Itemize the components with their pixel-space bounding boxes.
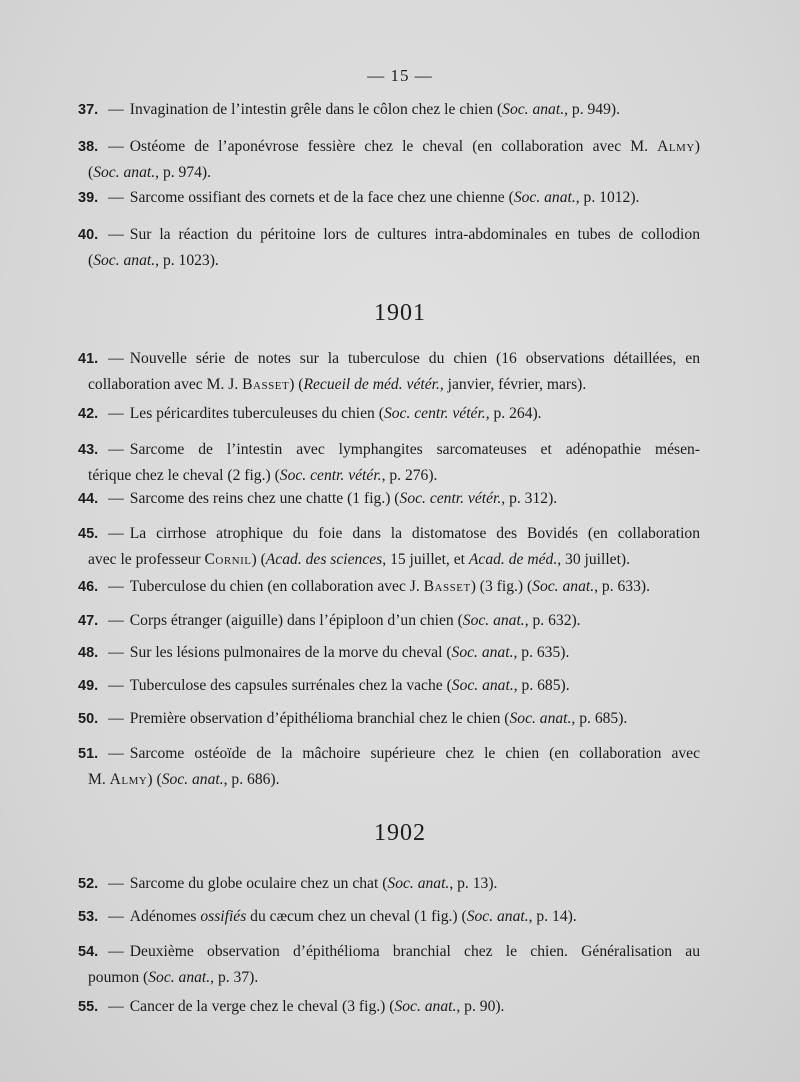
bibliography-entry [78, 574, 700, 600]
journal-citation: Soc. anat. [509, 710, 572, 727]
bibliography-entry [78, 437, 700, 489]
entry-line [78, 189, 639, 206]
bibliography-entry [78, 673, 700, 699]
entry-text: , p. 1023). [155, 252, 219, 269]
entry-dash: — [108, 578, 124, 595]
entry-dash: — [108, 405, 124, 422]
entry-number: 46. [78, 579, 99, 595]
entry-text: ) [694, 138, 700, 155]
entry-text: , p. 949). [564, 101, 620, 118]
journal-citation: Acad. de méd. [468, 551, 558, 568]
entry-number: 41. [78, 351, 99, 367]
author-name: Almy [109, 771, 148, 788]
entry-number: 47. [78, 613, 99, 629]
entry-line [78, 547, 700, 573]
entry-text: Cancer de la verge chez le cheval (3 fig.) ( [129, 998, 395, 1015]
entry-text: Sur la réaction du péritoine lors de cultures intra-abdominales en tubes de collodion [129, 226, 700, 243]
entry-text: , p. 685). [571, 710, 628, 727]
entry-line [78, 965, 700, 991]
entry-number: 40. [78, 227, 99, 243]
entry-text: Les péricardites tuberculeuses du chien ( [129, 405, 384, 422]
bibliography-entry [78, 486, 700, 512]
entry-line [78, 644, 569, 661]
bibliography-entry [78, 939, 700, 991]
bibliography-entry [78, 134, 700, 186]
entry-text: La cirrhose atrophique du foie dans la distomatose des Bovidés (en collaboration [129, 525, 700, 542]
entry-dash: — [108, 677, 124, 694]
journal-citation: Soc. anat. [387, 875, 450, 892]
entry-text: térique chez le cheval (2 fig.) ( [88, 467, 280, 484]
journal-citation: Soc. centr. vétér. [383, 405, 486, 422]
entry-line [78, 741, 700, 767]
entry-line [78, 677, 570, 694]
journal-citation: Soc. anat. [394, 998, 457, 1015]
entry-line [78, 908, 577, 925]
entry-text: , p. 13). [449, 875, 498, 892]
entry-text: poumon ( [88, 969, 149, 986]
entry-text: ( [88, 252, 94, 269]
entry-dash: — [108, 612, 124, 629]
entry-text: ) ( [289, 376, 304, 393]
entry-line [78, 160, 700, 186]
entry-line [78, 346, 700, 372]
entry-line [78, 134, 700, 160]
entry-dash: — [108, 441, 124, 458]
author-name: Basset [242, 376, 290, 393]
entry-number: 45. [78, 526, 99, 542]
entry-number: 54. [78, 944, 99, 960]
entry-text: Adénomes [129, 908, 201, 925]
entry-text: , p. 633). [594, 578, 650, 595]
entry-text: , p. 37). [210, 969, 259, 986]
entry-text: Première observation d’épithélioma branchial chez le chien ( [129, 710, 510, 727]
bibliography-entry [78, 97, 700, 123]
journal-citation: Soc. anat. [93, 252, 156, 269]
bibliography-entry [78, 346, 700, 398]
entry-line [78, 612, 581, 629]
entry-text: , p. 1012). [575, 189, 640, 206]
entry-number: 48. [78, 645, 99, 661]
entry-line [78, 521, 700, 547]
journal-citation: Soc. anat. [532, 578, 595, 595]
bibliography-entry [78, 904, 700, 930]
entry-text: Tuberculose des capsules surrénales chez la vache ( [129, 677, 452, 694]
journal-citation: Soc. anat. [148, 969, 211, 986]
entry-text: Ostéome de l’aponévrose fessière chez le cheval (en collaboration avec M. [129, 138, 658, 155]
entry-text: ( [88, 164, 94, 181]
entry-text: , p. 264). [485, 405, 542, 422]
entry-number: 39. [78, 190, 99, 206]
bibliography-entry [78, 608, 700, 634]
entry-text: , 15 juillet, et [382, 551, 469, 568]
journal-citation: Soc. anat. [93, 164, 156, 181]
entry-number: 49. [78, 678, 99, 694]
entry-text: , p. 635). [513, 644, 570, 661]
entry-text: M. [88, 771, 110, 788]
entry-line [78, 405, 542, 422]
year-heading-1902: 1902 [374, 820, 426, 846]
entry-number: 52. [78, 876, 99, 892]
entry-dash: — [108, 644, 124, 661]
entry-line [78, 578, 650, 595]
journal-citation: Soc. centr. vétér. [279, 467, 382, 484]
bibliography-entry [78, 521, 700, 573]
entry-text: , p. 14). [528, 908, 577, 925]
author-name: Almy [657, 138, 695, 155]
entry-number: 38. [78, 139, 99, 155]
entry-line [78, 490, 557, 507]
entry-text: , p. 276). [381, 467, 438, 484]
journal-citation: Soc. anat. [502, 101, 565, 118]
entry-text: , p. 90). [456, 998, 505, 1015]
entry-line [78, 101, 620, 118]
entry-dash: — [108, 490, 124, 507]
entry-text: Sur les lésions pulmonaires de la morve du cheval ( [129, 644, 452, 661]
bibliography-entry [78, 640, 700, 666]
entry-text: , p. 974). [155, 164, 212, 181]
entry-line [78, 372, 700, 398]
entry-text: avec le professeur [88, 551, 205, 568]
bibliography-entry [78, 741, 700, 793]
entry-line [78, 939, 700, 965]
entry-dash: — [108, 138, 124, 155]
entry-line [78, 222, 700, 248]
entry-dash: — [108, 745, 124, 762]
journal-citation: ossifiés [200, 908, 247, 925]
author-name: Basset [423, 578, 471, 595]
entry-text: Sarcome des reins chez une chatte (1 fig.) ( [129, 490, 400, 507]
entry-text: Invagination de l’intestin grêle dans le côlon chez le chien ( [129, 101, 503, 118]
entry-dash: — [108, 998, 124, 1015]
bibliography-entry [78, 222, 700, 274]
entry-text: , p. 632). [524, 612, 581, 629]
entry-dash: — [108, 226, 124, 243]
entry-line [78, 767, 700, 793]
entry-number: 51. [78, 746, 99, 762]
entry-dash: — [108, 350, 124, 367]
entry-number: 55. [78, 999, 99, 1015]
entry-text: ) ( [147, 771, 162, 788]
journal-citation: Soc. anat. [451, 644, 514, 661]
journal-citation: Soc. anat. [462, 612, 525, 629]
entry-text: ) (3 fig.) ( [470, 578, 533, 595]
entry-line [78, 710, 627, 727]
journal-citation: Soc. anat. [161, 771, 224, 788]
journal-citation: Soc. anat. [466, 908, 529, 925]
entry-line [78, 248, 700, 274]
entry-dash: — [108, 101, 124, 118]
entry-number: 50. [78, 711, 99, 727]
entry-dash: — [108, 710, 124, 727]
journal-citation: Soc. centr. vétér. [399, 490, 502, 507]
entry-dash: — [108, 525, 124, 542]
entry-number: 53. [78, 909, 99, 925]
entry-text: Sarcome ossifiant des cornets et de la face chez une chienne ( [129, 189, 514, 206]
entry-dash: — [108, 189, 124, 206]
entry-dash: — [108, 943, 124, 960]
entry-text: , p. 686). [223, 771, 280, 788]
journal-citation: Soc. anat. [451, 677, 514, 694]
entry-text: Tuberculose du chien (en collaboration avec J. [129, 578, 424, 595]
page-number: — 15 — [367, 66, 433, 85]
entry-text: Deuxième observation d’épithélioma branchial chez le chien. Généralisation au [129, 943, 700, 960]
author-name: Cornil [204, 551, 252, 568]
entry-number: 37. [78, 102, 99, 118]
entry-text: Corps étranger (aiguille) dans l’épiploon d’un chien ( [129, 612, 463, 629]
entry-text: collaboration avec M. J. [88, 376, 243, 393]
entry-line [78, 875, 497, 892]
bibliography-entry [78, 185, 700, 211]
entry-text: , 30 juillet). [557, 551, 630, 568]
bibliography-entry [78, 871, 700, 897]
entry-number: 43. [78, 442, 99, 458]
journal-citation: Acad. des sciences [265, 551, 383, 568]
entry-dash: — [108, 908, 124, 925]
entry-text: , p. 312). [501, 490, 558, 507]
bibliography-entry [78, 706, 700, 732]
entry-number: 44. [78, 491, 99, 507]
journal-citation: Soc. anat. [513, 189, 576, 206]
year-heading-1901: 1901 [374, 300, 426, 326]
entry-line [78, 437, 700, 463]
bibliography-entry [78, 401, 700, 427]
entry-text: Sarcome ostéoïde de la mâchoire supérieure chez le chien (en collaboration avec [129, 745, 700, 762]
entry-text: ) ( [251, 551, 266, 568]
entry-line [78, 998, 504, 1015]
entry-text: , p. 685). [513, 677, 570, 694]
entry-text: , janvier, février, mars). [439, 376, 587, 393]
bibliography-entry [78, 994, 700, 1020]
entry-text: Nouvelle série de notes sur la tuberculose du chien (16 observations détaillées, en [129, 350, 700, 367]
entry-dash: — [108, 875, 124, 892]
journal-citation: Recueil de méd. vétér. [303, 376, 440, 393]
entry-text: du cæcum chez un cheval (1 fig.) ( [246, 908, 467, 925]
entry-text: Sarcome de l’intestin avec lymphangites sarcomateuses et adénopathie mésen- [129, 441, 700, 458]
entry-text: Sarcome du globe oculaire chez un chat ( [129, 875, 388, 892]
entry-number: 42. [78, 406, 99, 422]
